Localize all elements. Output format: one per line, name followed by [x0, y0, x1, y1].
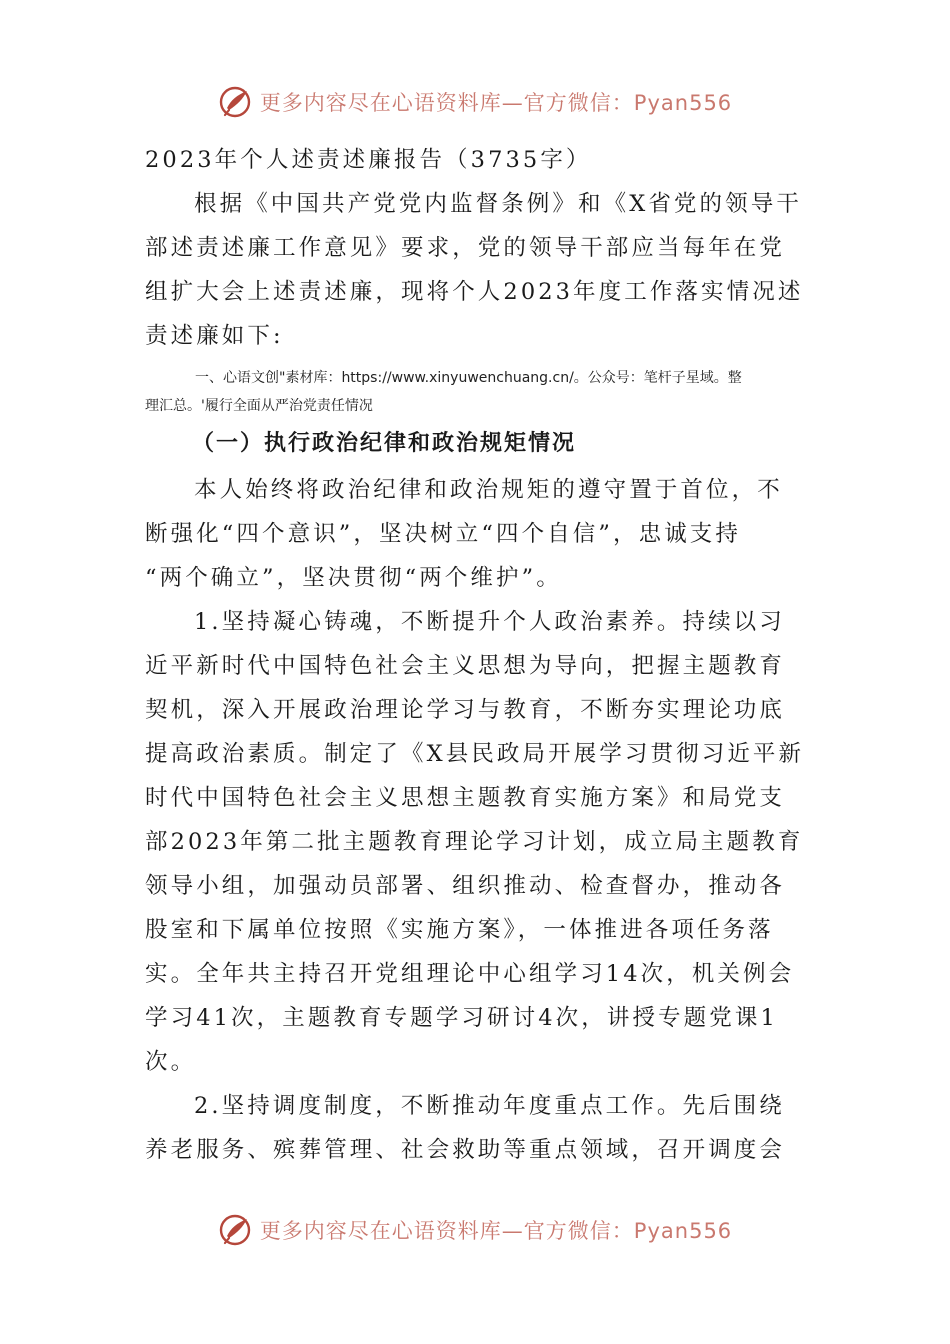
footer-banner [0, 1208, 950, 1252]
intro-line: 根据《中国共产党党内监督条例》和《X省党的领导干 [194, 191, 802, 217]
paragraph-line: 实。全年共主持召开党组理论中心组学习14次，机关例会 [145, 961, 795, 987]
note-line: 一、心语文创"素材库：https://www.xinyuwenchuang.cn/。公众号：笔杆子星域。整 [195, 370, 742, 386]
document-title: 2023年个人述责述廉报告（3735字） [145, 147, 592, 173]
paragraph-line: 2.坚持调度制度，不断推动年度重点工作。先后围绕 [194, 1093, 785, 1119]
header-banner [0, 80, 950, 124]
intro-line: 部述责述廉工作意见》要求，党的领导干部应当每年在党 [145, 235, 786, 261]
paragraph-line: 1.坚持凝心铸魂，不断提升个人政治素养。持续以习 [194, 609, 785, 635]
paragraph-line: 股室和下属单位按照《实施方案》，一体推进各项任务落 [145, 917, 774, 943]
paragraph-line: 部2023年第二批主题教育理论学习计划，成立局主题教育 [145, 829, 804, 855]
paragraph-line: 养老服务、殡葬管理、社会救助等重点领域，召开调度会 [145, 1137, 786, 1163]
intro-line: 责述廉如下: [145, 323, 284, 349]
intro-line: 组扩大会上述责述廉，现将个人2023年度工作落实情况述 [145, 279, 804, 305]
paragraph-line: 本人始终将政治纪律和政治规矩的遵守置于首位，不 [194, 477, 783, 503]
paragraph-line: 契机，深入开展政治理论学习与教育，不断夯实理论功底 [145, 697, 786, 723]
banner-text: 更多内容尽在心语资料库—官方微信：Pyan556 [259, 91, 733, 115]
paragraph-line: 次。 [145, 1049, 197, 1075]
note-line: 理汇总。'履行全面从严治党责任情况 [145, 398, 373, 414]
section-heading: （一）执行政治纪律和政治规矩情况 [192, 431, 577, 456]
paragraph-line: 领导小组，加强动员部署、组织推动、检查督办，推动各 [145, 873, 786, 899]
paragraph-line: 学习41次，主题教育专题学习研讨4次，讲授专题党课1 [145, 1005, 778, 1031]
pen-logo-icon [218, 84, 254, 120]
paragraph-line: 断强化“四个意识”，坚决树立“四个自信”，忠诚支持 [145, 521, 742, 547]
document-body [145, 138, 807, 1172]
paragraph-line: 提高政治素质。制定了《X县民政局开展学习贯彻习近平新 [145, 741, 805, 767]
paragraph-line: 近平新时代中国特色社会主义思想为导向，把握主题教育 [145, 653, 786, 679]
banner-text: 更多内容尽在心语资料库—官方微信：Pyan556 [259, 1219, 733, 1243]
paragraph-line: 时代中国特色社会主义思想主题教育实施方案》和局党支 [145, 785, 786, 811]
paragraph-line: “两个确立”，坚决贯彻“两个维护”。 [145, 565, 562, 591]
pen-logo-icon [218, 1212, 254, 1248]
